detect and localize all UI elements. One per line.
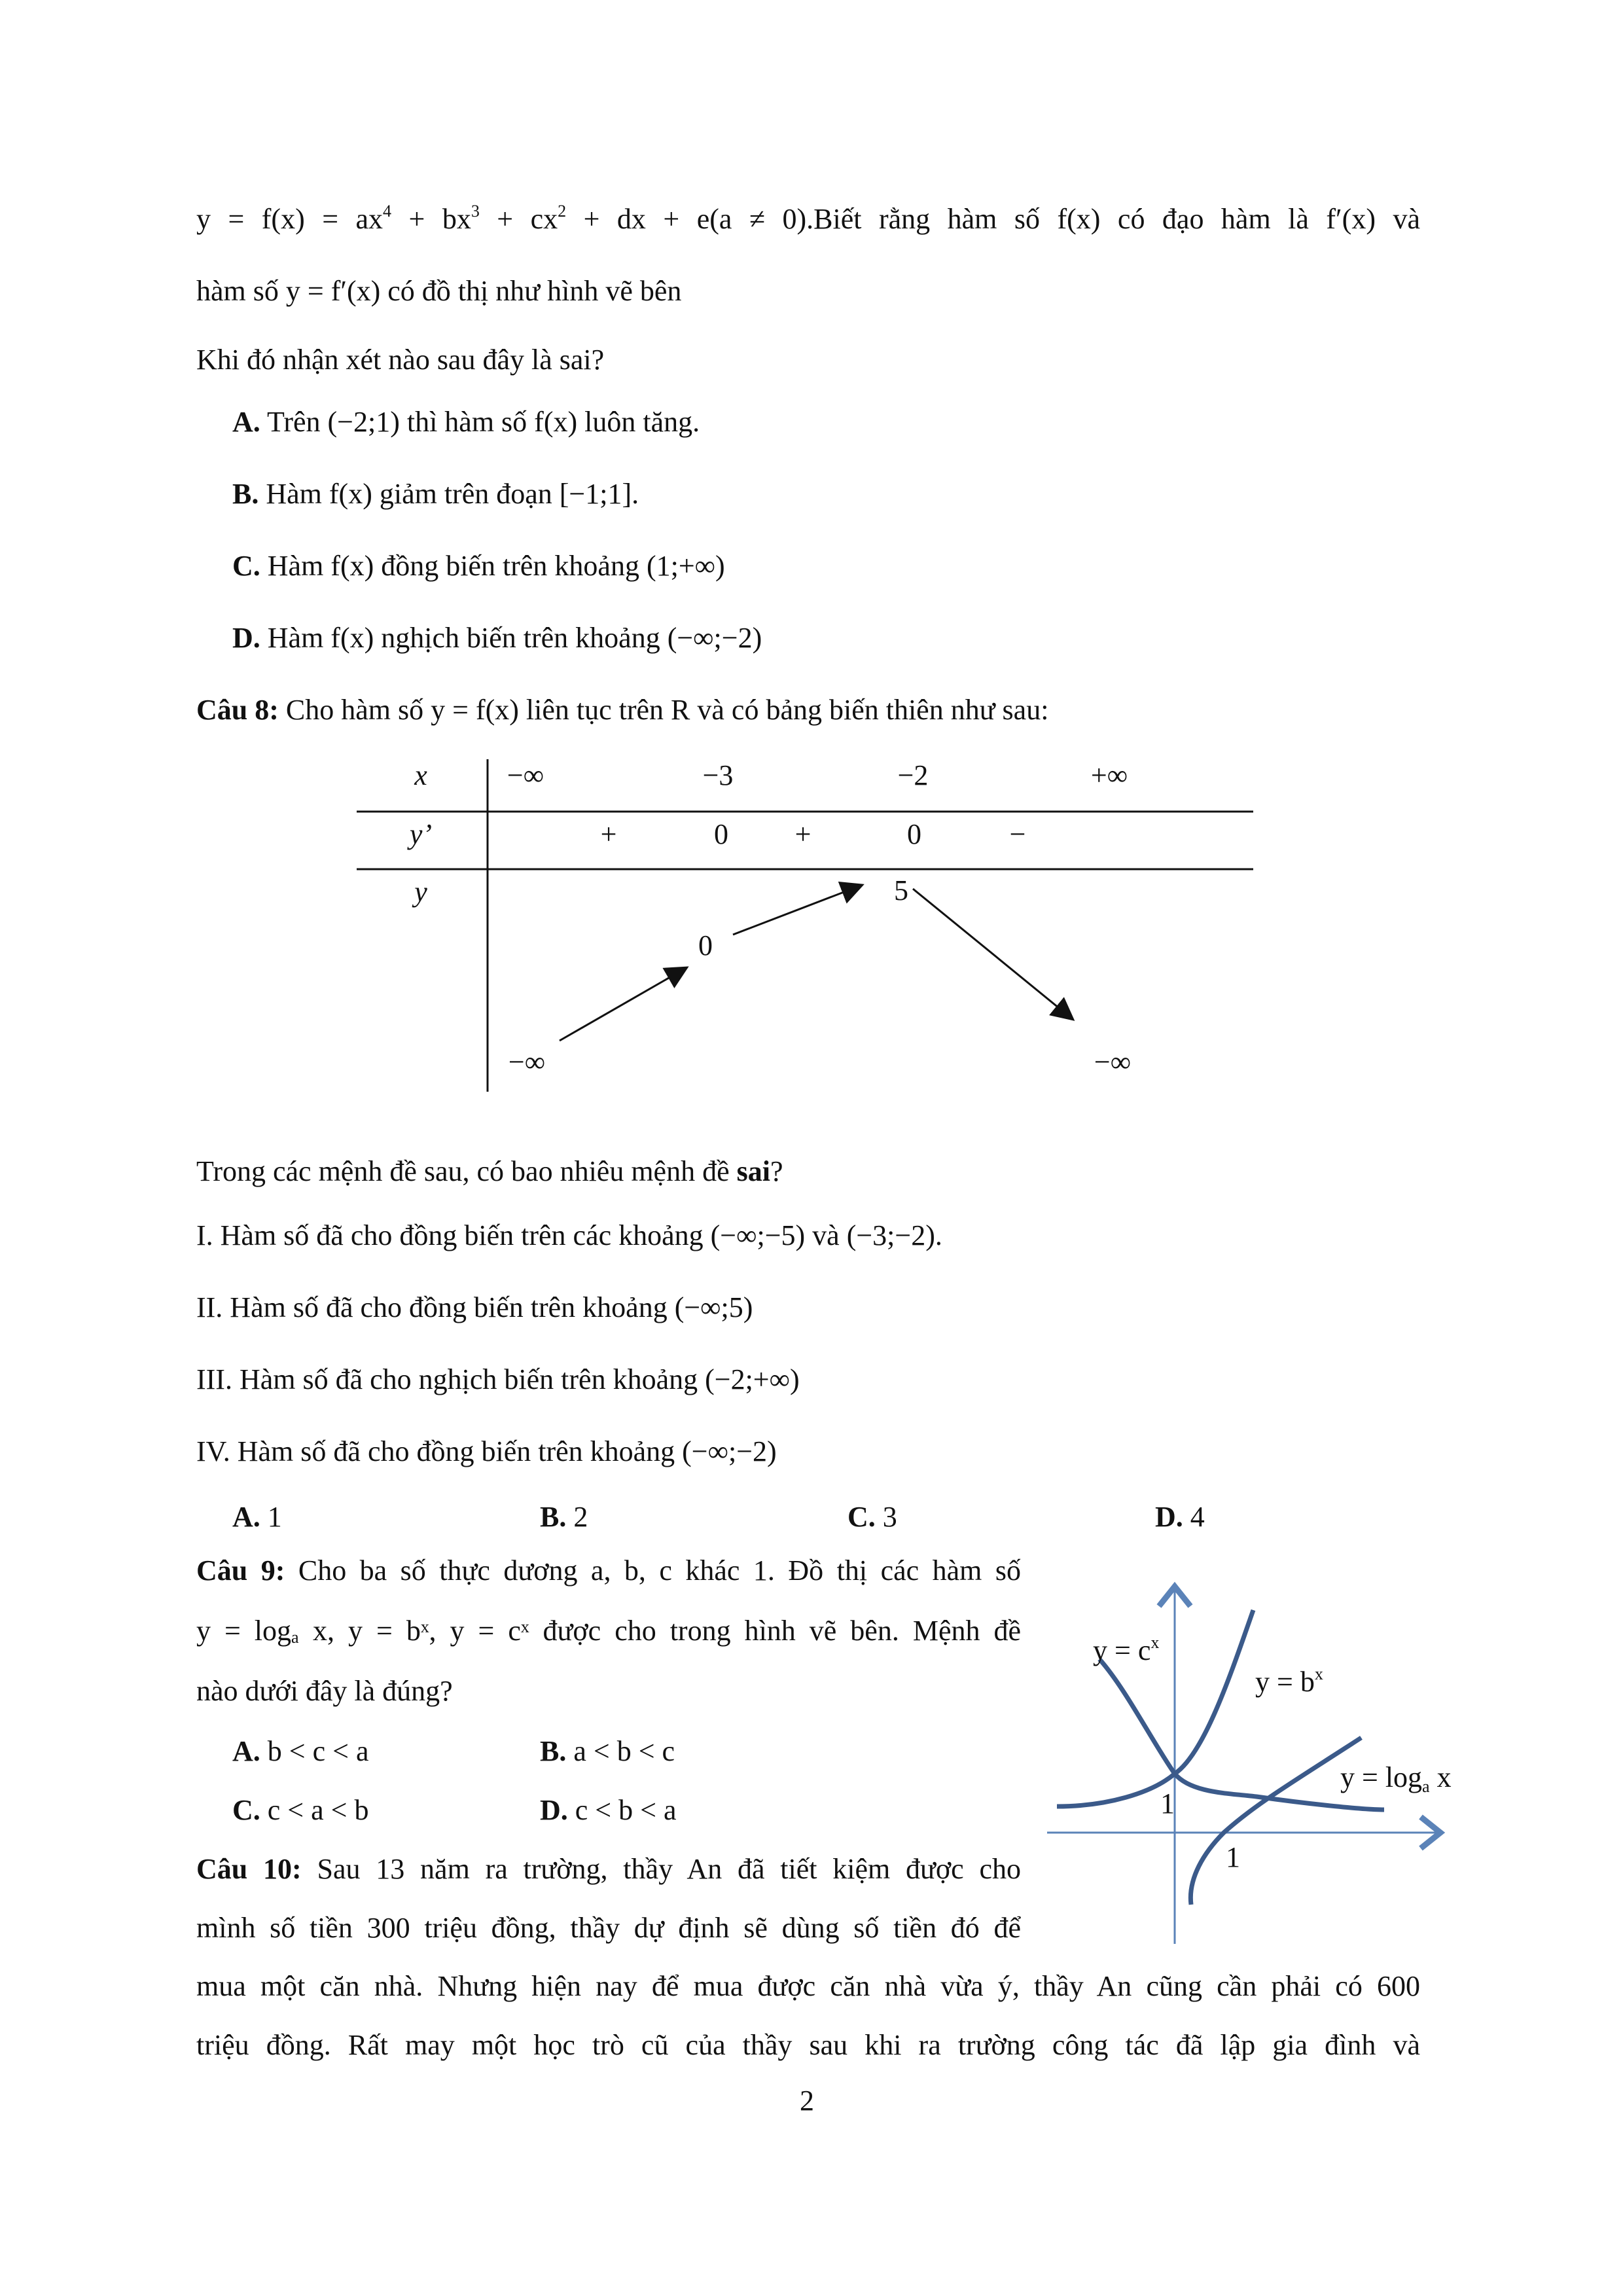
intro-line-3: Khi đó nhận xét nào sau đây là sai? <box>196 344 605 376</box>
page-number: 2 <box>800 2085 814 2117</box>
q9-answer-b: B. a < b < c <box>540 1735 675 1767</box>
intro-line-1 <box>196 200 1420 239</box>
table-y-value-left-end: −∞ <box>508 1046 546 1078</box>
q10-line-4: triệu đồng. Rất may một học trò cũ của thầy sau khi ra trường công tác đã lập gia đình và <box>196 2029 1420 2061</box>
q9-stem-2: y = logₐ x, y = bˣ, y = cˣ được cho trong hình vẽ bên. Mệnh đề <box>196 1615 1021 1647</box>
table-x-value: −∞ <box>507 759 544 791</box>
table-y-value-max: 5 <box>894 874 908 906</box>
table-label-yprime: y’ <box>409 818 433 850</box>
arrow-up-2 <box>733 885 863 935</box>
table-x-value: +∞ <box>1090 759 1128 791</box>
q7-option-a: A. Trên (−2;1) thì hàm số f(x) luôn tăng. <box>232 406 700 438</box>
q7-option-b: B. Hàm f(x) giảm trên đoạn [−1;1]. <box>232 478 639 510</box>
q8-answer-d: D. 4 <box>1155 1501 1205 1533</box>
table-x-value: −3 <box>702 759 734 791</box>
q9-stem-1: Câu 9: Cho ba số thực dương a, b, c khác 1. Đồ thị các hàm số <box>196 1554 1021 1587</box>
graph-label-c: $y = c^x$ <box>1093 1633 1160 1666</box>
q10-line-3: mua một căn nhà. Nhưng hiện nay để mua được căn nhà vừa ý, thầy An cũng cần phải có 600 <box>196 1970 1420 2002</box>
graph-label-one-y: 1 <box>1160 1787 1175 1820</box>
arrow-up-1 <box>560 967 687 1041</box>
q8-answer-b: B. 2 <box>540 1501 588 1533</box>
q10-line-1: Câu 10: Sau 13 năm ra trường, thầy An đã tiết kiệm được cho <box>196 1853 1021 1885</box>
table-x-value: −2 <box>897 759 929 791</box>
q7-option-d: D. Hàm f(x) nghịch biến trên khoảng (−∞;−2) <box>232 622 762 654</box>
graph-label-log: $y = \log_a x$ <box>1340 1761 1452 1796</box>
intro-line-1-text: Biết rằng hàm số f(x) có đạo hàm là f′(x) và <box>813 203 1420 235</box>
intro-line-2: hàm số y = f′(x) có đồ thị như hình vẽ bên <box>196 275 682 307</box>
q7-option-c: C. Hàm f(x) đồng biến trên khoảng (1;+∞) <box>232 550 725 582</box>
q8-statement-4: IV. Hàm số đã cho đồng biến trên khoảng (−∞;−2) <box>196 1435 777 1467</box>
q8-statement-2: II. Hàm số đã cho đồng biến trên khoảng (−∞;5) <box>196 1291 753 1323</box>
q9-answer-d: D. c < b < a <box>540 1794 677 1826</box>
q8-answer-a: A. 1 <box>232 1501 282 1533</box>
table-yprime-value: − <box>1009 818 1026 850</box>
q9-answer-a: A. b < c < a <box>232 1735 369 1767</box>
table-label-x: x <box>414 759 427 791</box>
q8-answer-c: C. 3 <box>847 1501 897 1533</box>
table-yprime-value: + <box>600 818 617 850</box>
q9-answer-c: C. c < a < b <box>232 1794 369 1826</box>
q10-line-2: mình số tiền 300 triệu đồng, thầy dự định sẽ dùng số tiền đó để <box>196 1912 1021 1944</box>
table-label-y: y <box>414 876 427 908</box>
table-y-value-zero: 0 <box>698 929 713 961</box>
table-yprime-value: 0 <box>714 818 728 850</box>
q8-statement-3: III. Hàm số đã cho nghịch biến trên khoảng (−2;+∞) <box>196 1363 800 1395</box>
q8-stem: Câu 8: Cho hàm số y = f(x) liên tục trên R và có bảng biến thiên như sau: <box>196 694 1049 726</box>
curve-log <box>1190 1738 1361 1905</box>
q8-prompt: Trong các mệnh đề sau, có bao nhiêu mệnh đề sai? <box>196 1155 783 1187</box>
table-y-value-right-end: −∞ <box>1094 1046 1132 1078</box>
graph-label-b: $y = b^x$ <box>1255 1664 1323 1698</box>
intro-equation: $y = f(x) = ax^4 + bx^3 + cx^2$ + dx + e(a ≠ 0). <box>196 202 814 235</box>
q9-stem-3: nào dưới đây là đúng? <box>196 1675 453 1707</box>
arrow-down <box>913 889 1073 1020</box>
table-yprime-value: 0 <box>907 818 921 850</box>
q8-statement-1: I. Hàm số đã cho đồng biến trên các khoảng (−∞;−5) và (−3;−2). <box>196 1219 942 1251</box>
graph-label-one-x: 1 <box>1226 1841 1240 1873</box>
table-yprime-value: + <box>794 818 812 850</box>
